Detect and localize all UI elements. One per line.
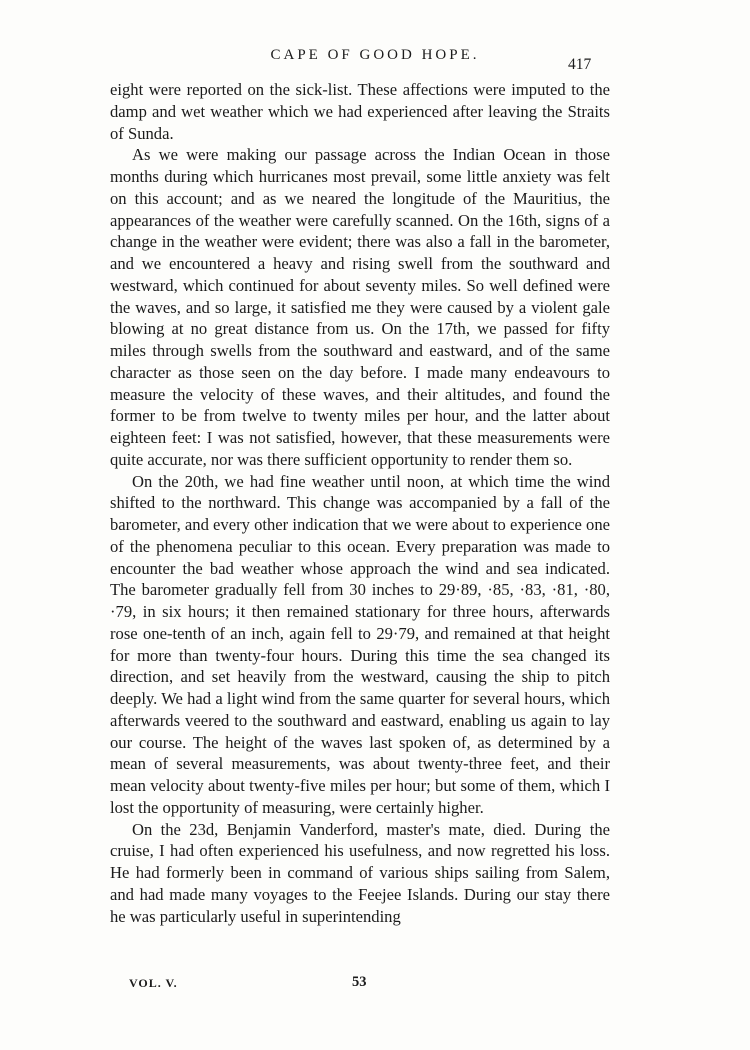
body-text — [110, 79, 610, 927]
paragraph: On the 20th, we had fine weather until noon, at which time the wind shifted to the northward. This change was accompanied by a fall of the barometer, and every other indication that we were about to experience one of the phenomena peculiar to this ocean. Every preparation was made to encounter the bad weather whose approach the wind and sea indicated. The barometer gradually fell from 30 inches to 29·89, ·85, ·83, ·81, ·80, ·79, in six hours; it then remained stationary for three hours, afterwards rose one-tenth of an inch, again fell to 29·79, and remained at that height for more than twenty-four hours. During this time the sea changed its direction, and set heavily from the westward, causing the ship to pitch deeply. We had a light wind from the same quarter for several hours, which afterwards veered to the southward and eastward, enabling us again to lay our course. The height of the waves last spoken of, as determined by a mean of several measurements, was about twenty-three feet, and their mean velocity about twenty-five miles per hour; but some of them, which I lost the opportunity of measuring, were certainly higher. — [110, 471, 610, 817]
paragraph: eight were reported on the sick-list. These affections were imputed to the damp and wet weather which we had experienced after leaving the Straits of Sunda. — [110, 80, 610, 143]
signature-mark: 53 — [352, 974, 367, 990]
volume-mark: VOL. V. — [129, 976, 178, 990]
running-head: CAPE OF GOOD HOPE. — [270, 47, 480, 63]
paragraph: As we were making our passage across the Indian Ocean in those months during which hurricanes most prevail, some little anxiety was felt on this account; and as we neared the longitude of the Mauritius, the appearances of the weather were carefully scanned. On the 16th, signs of a change in the weather were evident; there was also a fall in the barometer, and we encountered a heavy and rising swell from the southward and westward, which continued for about seventy miles. So well defined were the waves, and so large, it satisfied me they were caused by a violent gale blowing at no great distance from us. On the 17th, we passed for fifty miles through swells from the southward and eastward, and of the same character as those seen on the day before. I made many endeavours to measure the velocity of these waves, and their altitudes, and found the former to be from twelve to twenty miles per hour, and the latter about eighteen feet: I was not satisfied, however, that these measurements were quite accurate, nor was there sufficient opportunity to render them so. — [110, 145, 610, 469]
paragraph: On the 23d, Benjamin Vanderford, master's mate, died. During the cruise, I had often experienced his usefulness, and now regretted his loss. He had formerly been in command of various ships sailing from Salem, and had made many voyages to the Feejee Islands. During our stay there he was particularly useful in superintending — [110, 819, 610, 926]
page-number: 417 — [568, 56, 592, 73]
